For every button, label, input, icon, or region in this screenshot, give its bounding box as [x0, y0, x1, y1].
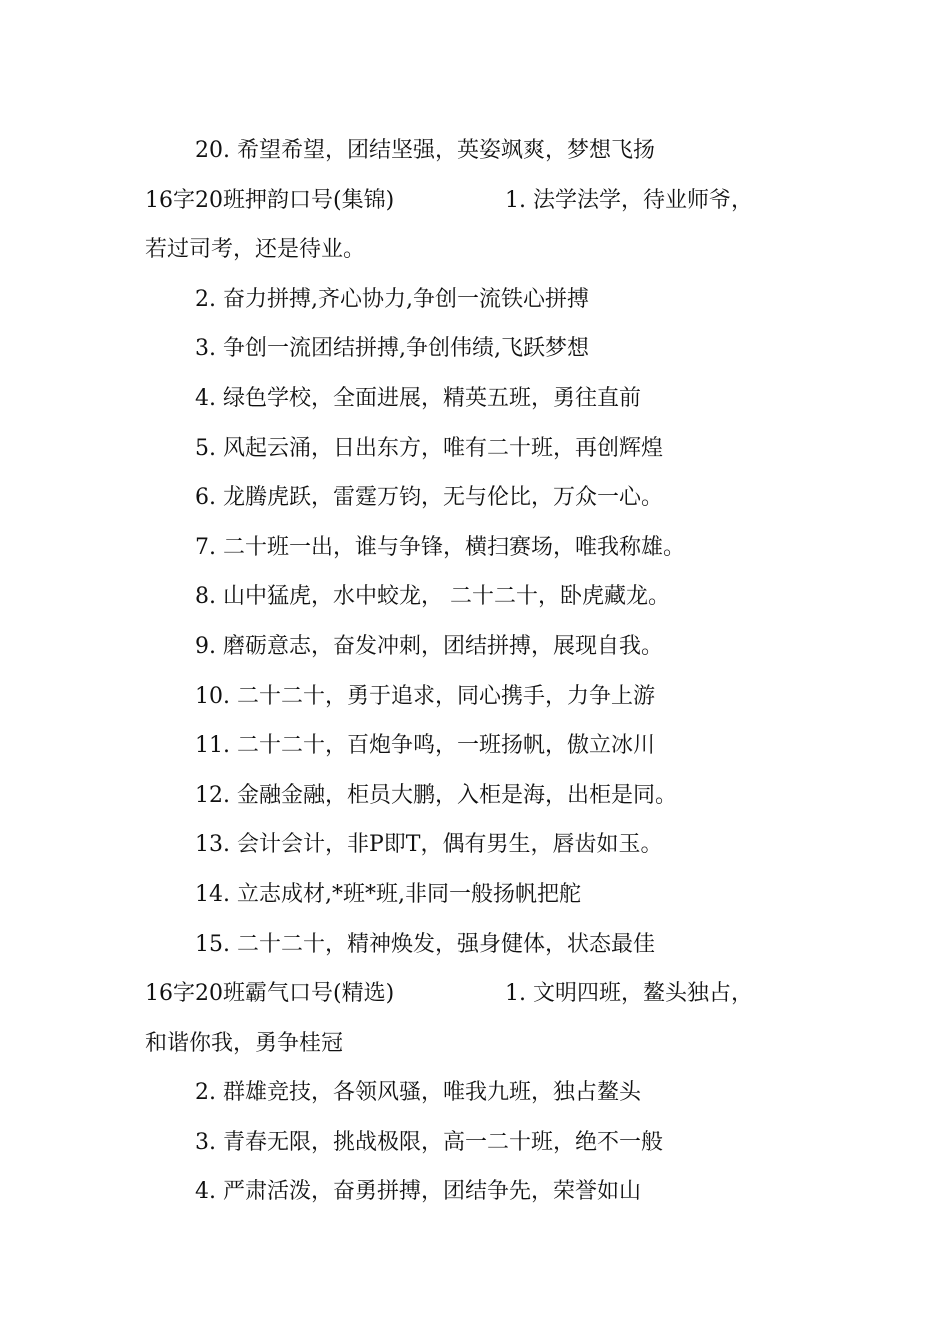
slogan-line: 4. 严肃活泼，奋勇拼搏，团结争先，荣誉如山 [195, 1179, 641, 1205]
slogan-line: 8. 山中猛虎，水中蛟龙， 二十二十，卧虎藏龙。 [195, 584, 670, 610]
slogan-line: 7. 二十班一出，谁与争锋，横扫赛场，唯我称雄。 [195, 534, 685, 560]
slogan-line: 6. 龙腾虎跃，雷霆万钧，无与伦比，万众一心。 [195, 485, 663, 511]
slogan-line: 5. 风起云涌，日出东方，唯有二十班，再创辉煌 [195, 435, 663, 461]
section-title: 16字20班霸气口号(精选) [145, 981, 395, 1007]
slogan-line: 1. 法学法学，待业师爷， [505, 187, 753, 213]
slogan-line: 4. 绿色学校，全面进展，精英五班，勇往直前 [195, 385, 641, 411]
slogan-line: 3. 争创一流团结拼搏,争创伟绩,飞跃梦想 [195, 336, 589, 362]
section-heading-domineering [145, 969, 815, 1019]
slogan-continuation: 若过司考，还是待业。 [145, 237, 366, 263]
slogan-line: 10. 二十二十，勇于追求，同心携手，力争上游 [195, 683, 655, 709]
slogan-line: 12. 金融金融，柜员大鹏，入柜是海，出柜是同。 [195, 782, 677, 808]
section-title: 16字20班押韵口号(集锦) [145, 187, 395, 213]
slogan-line: 11. 二十二十，百炮争鸣，一班扬帆，傲立冰川 [195, 733, 655, 759]
slogan-line: 1. 文明四班，鳌头独占， [505, 981, 753, 1007]
slogan-line: 3. 青春无限，挑战极限，高一二十班，绝不一般 [195, 1129, 663, 1155]
slogan-line: 13. 会计会计，非P即T，偶有男生，唇齿如玉。 [195, 832, 663, 858]
slogan-line: 14. 立志成材,*班*班,非同一般扬帆把舵 [195, 881, 581, 907]
slogan-line: 2. 奋力拼搏,齐心协力,争创一流铁心拼搏 [195, 286, 589, 312]
slogan-line: 9. 磨砺意志，奋发冲刺，团结拼搏，展现自我。 [195, 633, 663, 659]
slogan-line: 15. 二十二十，精神焕发，强身健体，状态最佳 [195, 931, 655, 957]
section-heading-rhyme [145, 176, 815, 226]
slogan-line: 2. 群雄竞技，各领风骚，唯我九班，独占鳌头 [195, 1080, 641, 1106]
document-body [145, 126, 815, 1217]
slogan-continuation: 和谐你我，勇争桂冠 [145, 1030, 344, 1056]
slogan-line: 20. 希望希望，团结坚强，英姿飒爽，梦想飞扬 [195, 138, 655, 163]
